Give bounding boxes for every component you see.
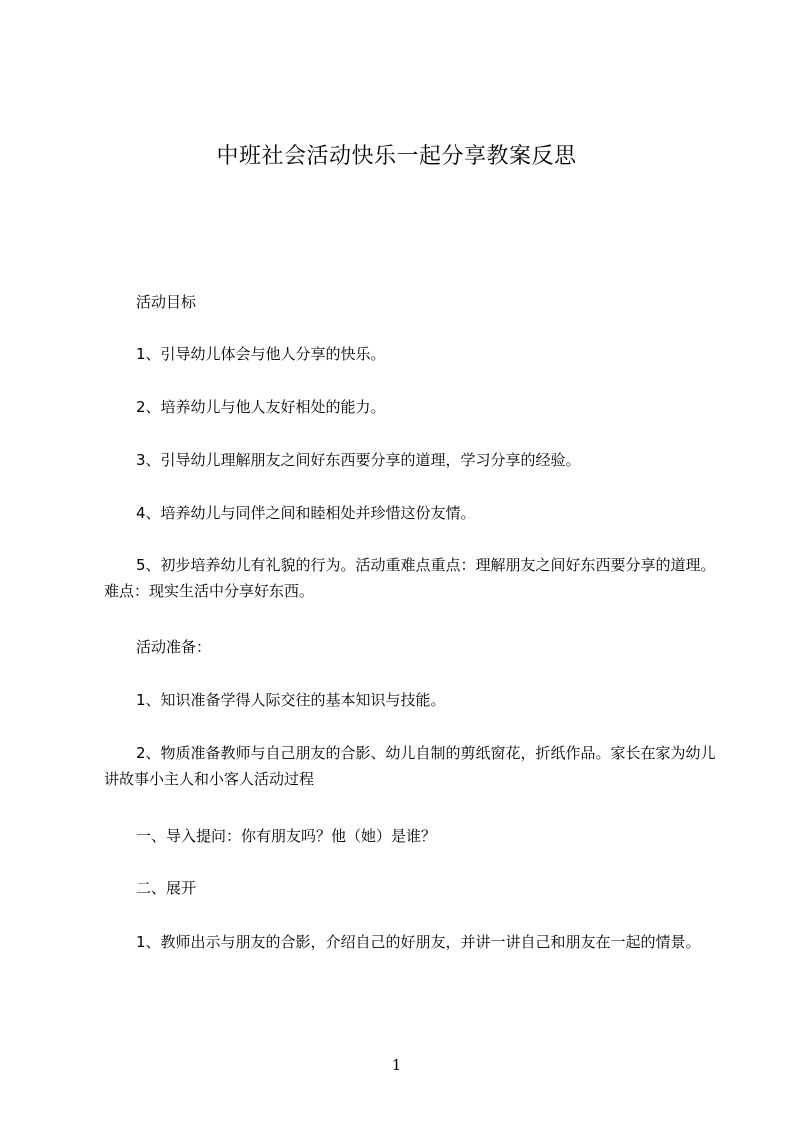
paragraph-preparation-2 [104, 740, 716, 792]
paragraph-text: 4、培养幼儿与同伴之间和睦相处并珍惜这份友情。 [136, 504, 476, 522]
paragraph-text: 1、引导幼儿体会与他人分享的快乐。 [136, 345, 386, 363]
paragraph-text: 一、导入提问：你有朋友吗？他（她）是谁？ [136, 827, 437, 845]
paragraph-goal-3 [104, 447, 716, 473]
paragraph-text: 3、引导幼儿理解朋友之间好东西要分享的道理，学习分享的经验。 [136, 451, 581, 469]
paragraph-text: 活动目标 [136, 293, 197, 311]
paragraph-text: 1、知识准备学得人际交往的基本知识与技能。 [136, 691, 446, 709]
paragraph-goal-5 [104, 552, 716, 604]
paragraph-text: 2、培养幼儿与他人友好相处的能力。 [136, 398, 386, 416]
paragraph-goal-4 [104, 500, 716, 526]
paragraph-preparation-heading [104, 634, 716, 660]
paragraph-text: 5、初步培养幼儿有礼貌的行为。活动重难点重点：理解朋友之间好东西要分享的道理。难点：现实生活中分享好东西。 [104, 556, 716, 600]
document-title: 中班社会活动快乐一起分享教案反思 [216, 144, 577, 169]
paragraph-preparation-1 [104, 687, 716, 713]
paragraph-step-1 [104, 929, 716, 955]
paragraph-step-expand [104, 875, 716, 901]
paragraph-text: 二、展开 [136, 879, 197, 897]
paragraph-text: 2、物质准备教师与自己朋友的合影、幼儿自制的剪纸窗花，折纸作品。家长在家为幼儿讲故事小主人和小客人活动过程 [104, 744, 716, 788]
paragraph-text: 活动准备： [136, 638, 212, 656]
paragraph-goal-2 [104, 394, 716, 420]
paragraph-activity-goals-heading [104, 289, 716, 315]
paragraph-step-intro [104, 823, 716, 849]
paragraph-goal-1 [104, 341, 716, 367]
page-number: 1 [391, 1056, 402, 1074]
paragraph-text: 1、教师出示与朋友的合影，介绍自己的好朋友，并讲一讲自己和朋友在一起的情景。 [136, 933, 701, 951]
